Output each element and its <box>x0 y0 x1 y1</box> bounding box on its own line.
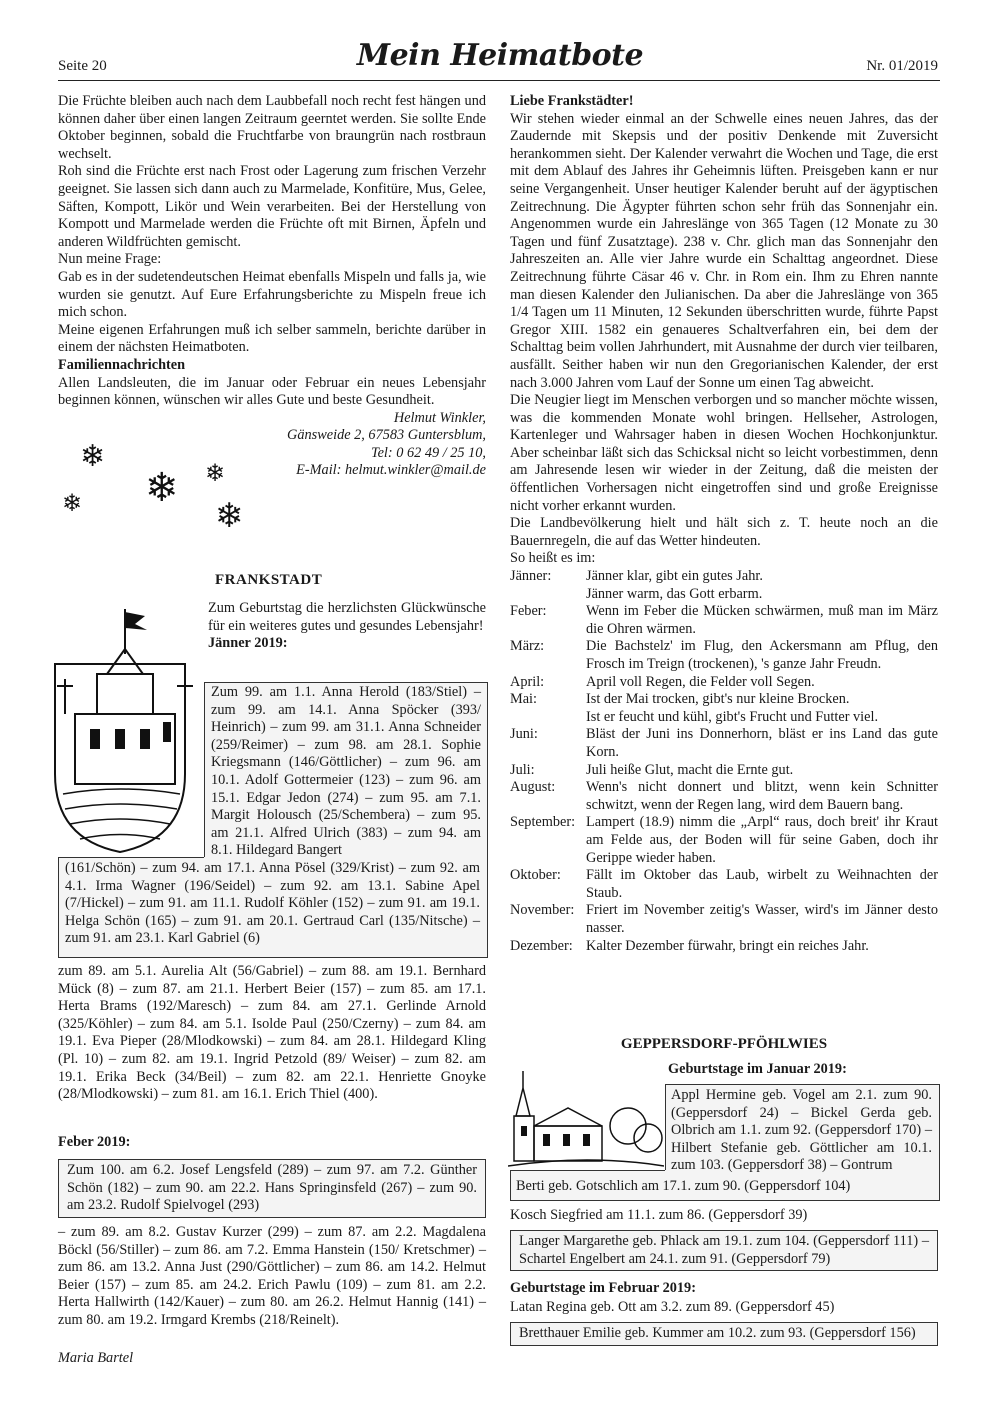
family-heading: Familiennachrichten <box>58 356 186 373</box>
jan-box-edge <box>58 857 204 858</box>
newspaper-title: Mein Heimatbote <box>356 38 644 73</box>
church-icon <box>508 1066 664 1172</box>
snowflake-icon: ❄ <box>215 498 244 535</box>
right-column <box>510 93 938 955</box>
gep-box1-edge <box>510 1170 665 1171</box>
header-rule <box>58 80 940 81</box>
rule-row <box>510 674 938 692</box>
rule-row <box>510 568 938 586</box>
gep-jan-birthdays-a: Appl Hermine geb. Vogel am 2.1. zum 90. (Geppersdorf 24) – Bickel Gerda geb. Olbrich am 1.1. zum 92. (Geppersdorf 170) – Hilbert Stefanie geb. Göttlicher am 10.1. zum 103. (Geppersdorf 38) – Gontrum <box>671 1087 932 1174</box>
rule-text: April voll Regen, die Felder voll Segen. <box>586 673 815 690</box>
greeting-heading: Liebe Frankstädter! <box>510 93 634 109</box>
rule-row <box>510 638 938 673</box>
frankstadt-heading: FRANKSTADT <box>215 572 323 588</box>
page-number: Seite 20 <box>58 58 107 74</box>
rule-month: Feber: <box>510 603 547 620</box>
frankstadt-signature: Maria Bartel <box>58 1350 134 1366</box>
rule-text: Kalter Dezember fürwahr, bringt ein reiches Jahr. <box>586 937 869 954</box>
rule-text: Friert im November zeitig's Wasser, wird's im Jänner desto nasser. <box>586 902 938 936</box>
rule-text: Jänner klar, gibt ein gutes Jahr. <box>586 568 763 585</box>
rule-text: Juli heiße Glut, macht die Ernte gut. <box>586 761 794 778</box>
rule-text: Fällt im Oktober das Laub, wirbelt zu Weihnachten der Staub. <box>586 867 938 901</box>
rule-row <box>510 762 938 780</box>
rule-month: Juli: <box>510 761 535 778</box>
signature-line: Helmut Winkler, <box>393 409 486 426</box>
rule-month <box>510 586 586 604</box>
rule-row <box>510 726 938 761</box>
geppersdorf-heading: GEPPERSDORF-PFÖHLWIES <box>620 1036 828 1052</box>
rule-month: Jänner: <box>510 568 552 585</box>
rule-row <box>510 779 938 814</box>
jan-birthdays-a: Zum 99. am 1.1. Anna Herold (183/Stiel) – zum 99. am 14.1. Anna Spöcker (393/ Heinrich) – zum 99. am 31.1. Anna Schneider (259/Reimer) – zum 98. am 28.1. Sophie Kriegsmann (146/Göttlicher) – zum 96. am 10.1. Adolf Gottermeier (123) – zum 96. am 15.1. Edgar Jedon (274) – zum 95. am 7.1. Margit Holousch (25/Schembera) – zum 95. am 21.1. Alfred Ulrich (383) – zum 94. am 8.1. Hildegard Bangert <box>211 684 481 859</box>
feb-birthdays-rest: – zum 89. am 8.2. Gustav Kurzer (299) – zum 87. am 2.2. Magdalena Böckl (56/Stiller) – zum 86. am 7.2. Emma Hanstein (150/ Kretschmer) – zum 86. am 13.2. Anna Just (290/Göttlicher) – zum 86. am 14.2. Helmut Beier (157) – zum 85. am 24.2. Erich Pawlu (109) – zum 81. am 2.2. Herta Hallwirth (142/Kauer) – zum 80. am 26.2. Helmut Hannig (141) – zum 80. am 19.2. Irmgard Krembs (218/Reinelt). <box>58 1224 486 1328</box>
rule-month: Mai: <box>510 691 538 708</box>
rule-row <box>510 603 938 638</box>
signature-line: Gänsweide 2, 67583 Guntersblum, <box>287 427 486 444</box>
frankstadt-intro <box>208 600 486 653</box>
rule-row <box>510 709 938 727</box>
issue-number: Nr. 01/2019 <box>866 58 938 74</box>
rule-month: April: <box>510 673 545 690</box>
signature-line: Tel: 0 62 49 / 25 10, <box>370 444 486 461</box>
rule-month <box>510 709 586 727</box>
rule-month: Dezember: <box>510 937 573 954</box>
farmer-rules-table <box>510 568 938 955</box>
rule-month: September: <box>510 814 576 831</box>
rule-row <box>510 814 938 867</box>
geppersdorf-section <box>510 1036 938 1054</box>
rule-row <box>510 938 938 956</box>
paragraph: Die Früchte bleiben auch nach dem Laubbefall noch recht fest hängen und können daher über einen langen Zeitraum geerntet werden. Sie sollte Ende Oktober beginnen, sobald die Fruchtfarbe von braungrün nach rostbraun wechselt. <box>58 93 486 162</box>
rule-row <box>510 691 938 709</box>
paragraph: Die Neugier liegt im Menschen verborgen und so mancher möchte wissen, was die kommenden Monate wohl bringen. Hellseher, Astrologen, Kartenleger und Wahrsager haben in diesen Wochen Hochkonjunktur. Aber scheinbar läßt sich das Schicksal nicht so leicht vorbestimmen, denn am Jahresende lesen wir wieder in der Zeitung, daß die meisten der öffentlichen Vorhersagen nicht eingetroffen sind und große Ereignisse nicht vorher erkannt wurden. <box>510 392 938 514</box>
left-column <box>58 93 486 480</box>
rule-text: Wenn's nicht donnert und blitzt, wenn kein Schnitter schwitzt, wenn der Regen lang, wird dem Bauern bang. <box>586 779 938 813</box>
paragraph: Nun meine Frage: <box>58 251 162 268</box>
rule-text: Jänner warm, das Gott erbarm. <box>586 585 763 602</box>
rule-month: Juni: <box>510 726 538 743</box>
snowflake-icon: ❄ <box>205 461 226 487</box>
rule-row <box>510 867 938 902</box>
paragraph: Die Landbevölkerung hielt und hält sich z. T. heute noch an die Bauernregeln, die auf das Wetter hindeuten. <box>510 515 938 549</box>
rule-month: November: <box>510 902 575 919</box>
rule-text: Lampert (18.9) nimm die „Arpl“ raus, doch breit' ihr Kraut am Felde aus, der Boden will für seine Gaben, doch ihr Gerippe wieder haben. <box>586 814 938 866</box>
rule-month: Oktober: <box>510 867 561 884</box>
rule-month: August: <box>510 779 556 796</box>
paragraph: Gab es in der sudetendeutschen Heimat ebenfalls Mispeln und falls ja, wie wurden sie genutzt. Auf Eure Erfahrungsberichte zu Mispeln freue ich mich schon. <box>58 268 486 321</box>
jan-heading: Jänner 2019: <box>208 635 288 652</box>
gep-line: Kosch Siegfried am 11.1. zum 86. (Geppersdorf 39) <box>510 1207 808 1223</box>
paragraph: Meine eigenen Erfahrungen muß ich selber sammeln, berichte darüber in einem der nächsten Heimatboten. <box>58 321 486 356</box>
paragraph: Roh sind die Früchte erst nach Frost oder Lagerung zum frischen Verzehr geeignet. Sie lassen sich dann auch zu Marmelade, Konfitüre, Mus, Gelee, Säften, Kompott, Likör und Wein verarbeiten. Bei der Herstellung von Kompott und Marmelade werden die Früchte oft mit Birnen, Äpfeln und anderen Wildfrüchten gemischt. <box>58 163 486 250</box>
rule-text: Die Bachstelz' im Flug, den Ackersmann am Pflug, den Frosch im Treign (trockenen), 's ganze Jahr Freudn. <box>586 638 938 672</box>
frankstadt-crest-icon <box>35 604 205 854</box>
snowflake-icon: ❄ <box>62 491 83 517</box>
gep-feb-heading: Geburtstage im Februar 2019: <box>510 1280 696 1296</box>
feb-heading: Feber 2019: <box>58 1134 131 1150</box>
paragraph: Wir stehen wieder einmal an der Schwelle eines neuen Jahres, das der Zaudernde mit Skepsis und der positiv Denkende mit Zuversicht herankommen sieht. Der Kalender verwahrt die Wochen und Tage, die erst mit dem Ablauf des Jahres ihr Geheimnis lüften. Preisgeben kann er nur seine Vergangenheit. Unser heutiger Kalender beruht auf der ägyptischen Zeitrechnung. Die Ägypter führten schon sehr früh das Sonnenjahr ein. Angenommen wurde ein Jahreslänge von 365 Tagen (12 Monate zu 30 Tagen und fünf Zusatztage). 238 v. Chr. glich man das Sonnenjahr den Jahreszeiten an. Alle vier Jahre wurde ein Schalttag angeordnet. Diese Zeitrechnung führte Cäsar 46 v. Chr. in Rom ein. Ihm zu Ehren nannte man diesen Kalender den Julianischen. Da aber die Jahreslänge von 365 1/4 Tagen um 11 Minuten, 12 Sekunden überschritten wurde, führte Papst Gregor XIII. 1582 ein genaueres Schaltverfahren ein, bei dem der Schalttag beim vollen Jahrhundert, mit Ausnahme der durch vier teilbaren, ausfällt. Seither haben wir nun den Gregorianischen Kalender, der erst nach 3.000 Jahren vom Lauf der Sonne um einen Tag abweicht. <box>510 110 938 391</box>
geppersdorf-jan-heading: Geburtstage im Januar 2019: <box>668 1061 847 1077</box>
rule-row <box>510 586 938 604</box>
gep-box2: Langer Margarethe geb. Phlack am 19.1. zum 104. (Geppersdorf 111) – Schartel Engelbert am 24.1. zum 91. (Geppersdorf 79) <box>510 1230 938 1271</box>
rule-text: Ist der Mai trocken, gibt's nur kleine Brocken. <box>586 691 850 708</box>
signature-line: E-Mail: helmut.winkler@mail.de <box>296 462 486 479</box>
gep-box3: Bretthauer Emilie geb. Kummer am 10.2. zum 93. (Geppersdorf 156) <box>510 1322 938 1346</box>
rule-month: März: <box>510 638 545 655</box>
jan-birthdays-rest: zum 89. am 5.1. Aurelia Alt (56/Gabriel) – zum 88. am 19.1. Bernhard Mück (8) – zum 87. am 21.1. Herbert Beier (157) – zum 85. am 17.1. Herta Brams (192/Maresch) – zum 84. am 27.1. Gerlinde Arnold (325/Köhler) – zum 84. am 5.1. Isolde Paul (250/Czerny) – zum 84. am 19.1. Eva Pieper (28/Mlodkowski) – zum 84. am 28.1. Hildegard Kling (Pl. 10) – zum 82. am 19.1. Ingrid Petzold (89/ Weiser) – zum 82. am 19.1. Erika Beck (34/Beil) – zum 82. am 22.1. Henriette Gnoyke (28/Mlodkowski) – zum 81. am 16.1. Erich Thiel (400). <box>58 963 486 1103</box>
rule-text: Bläst der Juni ins Donnerhorn, bläst er ins Land das gute Korn. <box>586 726 938 760</box>
feb-birthdays-box: Zum 100. am 6.2. Josef Lengsfeld (289) – zum 97. am 7.2. Günther Schön (182) – zum 90. am 22.2. Hans Springinsfeld (267) – zum 90. am 23.2. Rudolf Spielvogel (293) <box>58 1159 486 1218</box>
rule-text: Wenn im Feber die Mücken schwärmen, muß man im März die Ohren wärmen. <box>586 603 938 637</box>
paragraph: So heißt es im: <box>510 550 596 567</box>
rule-row <box>510 902 938 937</box>
family-text: Allen Landsleuten, die im Januar oder Februar ein neues Lebensjahr beginnen können, wünschen wir alles Gute und beste Gesundheit. <box>58 374 486 409</box>
snowflake-icon: ❄ <box>145 465 179 510</box>
rule-text: Ist er feucht und kühl, gibt's Frucht und Futter viel. <box>586 708 879 725</box>
jan-birthdays-b: (161/Schön) – zum 94. am 17.1. Anna Pösel (329/Krist) – zum 92. am 4.1. Irma Wagner (196/Seidel) – zum 92. am 13.1. Sabine Apel (7/Hickel) – zum 91. am 11.1. Rudolf Köhler (152) – zum 91. am 19.1. Helga Schön (165) – zum 91. am 20.1. Gertraud Carl (135/Nitsche) – zum 91. am 23.1. Karl Gabriel (6) <box>65 860 480 947</box>
intro-text: Zum Geburtstag die herzlichsten Glückwünsche für ein weiteres gutes und gesundes Lebensjahr! <box>208 600 486 634</box>
gep-line: Latan Regina geb. Ott am 3.2. zum 89. (Geppersdorf 45) <box>510 1299 835 1315</box>
gep-jan-birthdays-b: Berti geb. Gotschlich am 17.1. zum 90. (Geppersdorf 104) <box>516 1178 851 1194</box>
snowflake-icon: ❄ <box>80 440 106 473</box>
